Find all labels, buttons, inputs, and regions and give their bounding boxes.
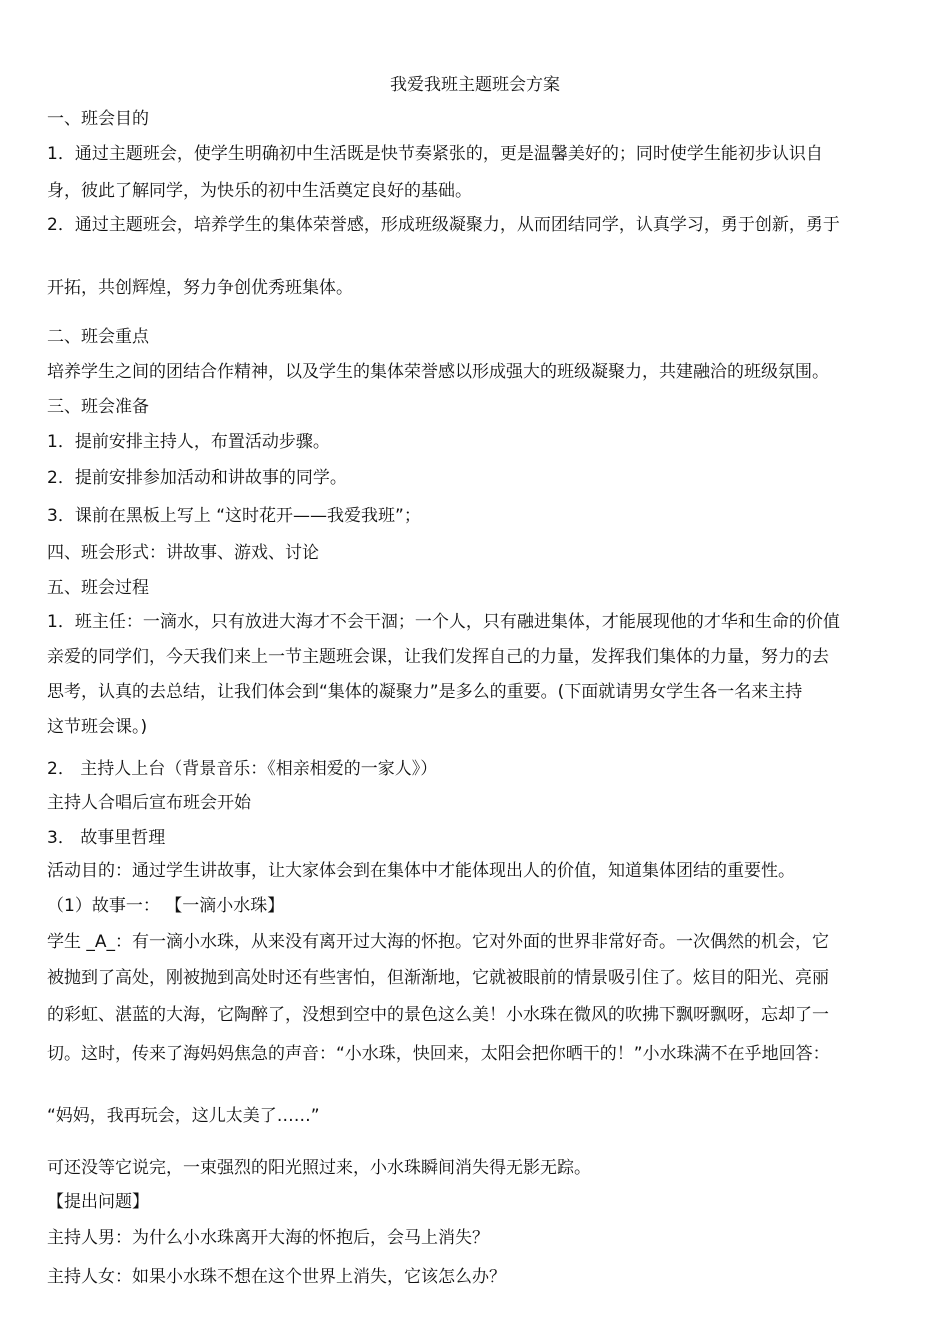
section-heading: 五、班会过程 (47, 578, 149, 598)
section-heading: 一、班会目的 (47, 109, 149, 129)
text-line: （1）故事一： 【一滴小水珠】 (47, 896, 285, 916)
text-line: 可还没等它说完，一束强烈的阳光照过来，小水珠瞬间消失得无影无踪。 (47, 1158, 591, 1178)
text-line: 主持人合唱后宣布班会开始 (47, 793, 251, 813)
text-line: 这节班会课。) (47, 717, 148, 737)
text-line: 学生 _A_：有一滴小水珠，从来没有离开过大海的怀抱。它对外面的世界非常好奇。一次偶然的机会，它 (47, 932, 830, 952)
text-line: “妈妈，我再玩会，这儿太美了……” (47, 1106, 320, 1126)
document-title: 我爱我班主题班会方案 (390, 75, 560, 95)
text-line: 开拓，共创辉煌，努力争创优秀班集体。 (47, 278, 353, 298)
text-line: 切。这时，传来了海妈妈焦急的声音：“小水珠，快回来，太阳会把你晒干的！”小水珠满不在乎地回答： (47, 1044, 830, 1064)
text-line: 3． 故事里哲理 (47, 828, 166, 848)
text-line: 思考，认真的去总结，让我们体会到“集体的凝聚力”是多么的重要。(下面就请男女学生各一名来主持 (47, 682, 803, 702)
section-heading: 三、班会准备 (47, 397, 149, 417)
text-line: 1．班主任：一滴水，只有放进大海才不会干涸；一个人，只有融进集体，才能展现他的才华和生命的价值 (47, 612, 840, 632)
text-line: 身，彼此了解同学，为快乐的初中生活奠定良好的基础。 (47, 181, 472, 201)
text-line: 3．课前在黑板上写上 “这时花开——我爱我班”； (47, 506, 421, 526)
section-heading: 四、班会形式：讲故事、游戏、讨论 (47, 543, 319, 563)
text-line: 主持人女：如果小水珠不想在这个世界上消失，它该怎么办？ (47, 1267, 506, 1287)
text-line: 【提出问题】 (47, 1192, 149, 1212)
section-heading: 二、班会重点 (47, 327, 149, 347)
text-line: 的彩虹、湛蓝的大海，它陶醉了，没想到空中的景色这么美！小水珠在微风的吹拂下飘呀飘呀，忘却了一 (47, 1005, 829, 1025)
text-line: 2．提前安排参加活动和讲故事的同学。 (47, 468, 347, 488)
text-line: 1．提前安排主持人，布置活动步骤。 (47, 432, 330, 452)
text-line: 活动目的：通过学生讲故事，让大家体会到在集体中才能体现出人的价值，知道集体团结的重要性。 (47, 861, 795, 881)
text-line: 2． 主持人上台（背景音乐：《相亲相爱的一家人》） (47, 759, 438, 779)
text-line: 亲爱的同学们，今天我们来上一节主题班会课，让我们发挥自己的力量，发挥我们集体的力量，努力的去 (47, 647, 829, 667)
text-line: 1．通过主题班会，使学生明确初中生活既是快节奏紧张的，更是温馨美好的；同时使学生能初步认识自 (47, 144, 823, 164)
text-line: 培养学生之间的团结合作精神，以及学生的集体荣誉感以形成强大的班级凝聚力，共建融洽的班级氛围。 (47, 362, 829, 382)
text-line: 2．通过主题班会，培养学生的集体荣誉感，形成班级凝聚力，从而团结同学，认真学习，勇于创新，勇于 (47, 215, 840, 235)
text-line: 被抛到了高处，刚被抛到高处时还有些害怕，但渐渐地，它就被眼前的情景吸引住了。炫目的阳光、亮丽 (47, 968, 829, 988)
text-line: 主持人男：为什么小水珠离开大海的怀抱后，会马上消失？ (47, 1228, 489, 1248)
